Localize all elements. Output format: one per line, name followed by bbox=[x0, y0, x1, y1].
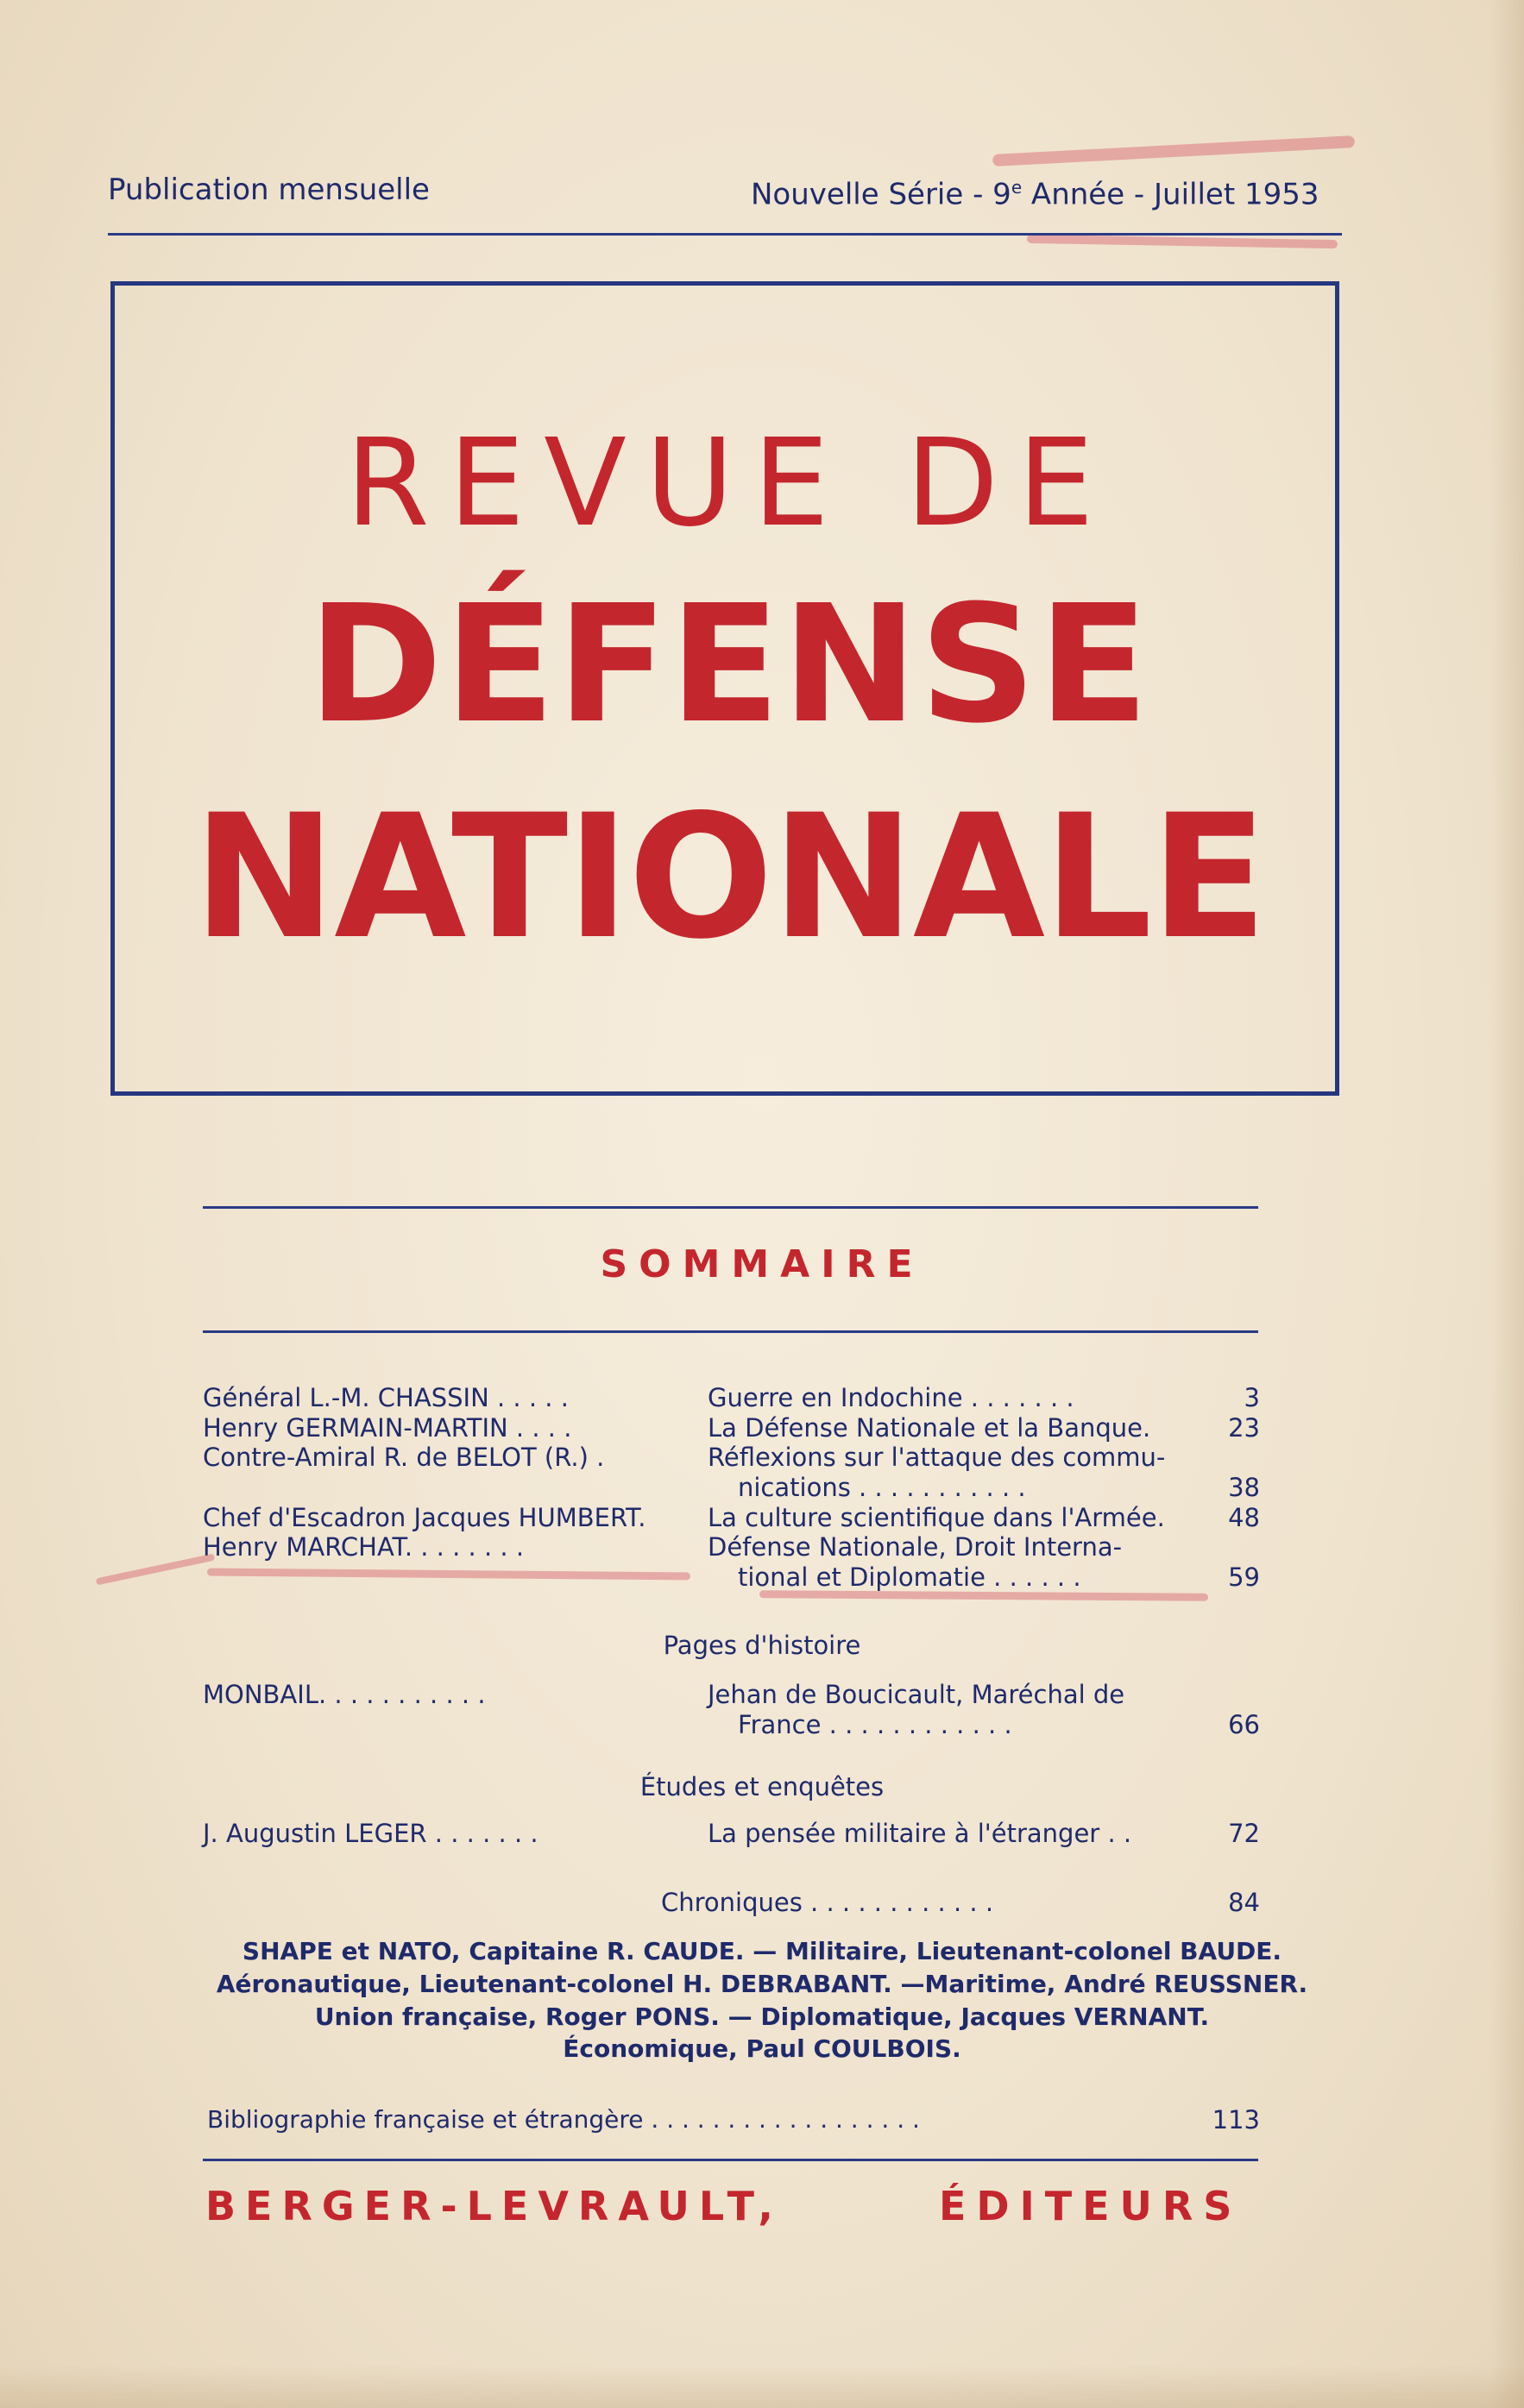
toc-page: 66 bbox=[1228, 1710, 1260, 1739]
publication-frequency: Publication mensuelle bbox=[108, 173, 430, 207]
toc-article: nications . . . . . . . . . . . bbox=[738, 1473, 1026, 1502]
chroniques-line: SHAPE et NATO, Capitaine R. CAUDE. — Militaire, Lieutenant-colonel BAUDE. bbox=[242, 1937, 1282, 1965]
toc-page: 3 bbox=[1244, 1383, 1260, 1412]
toc-article: La pensée militaire à l'étranger . . bbox=[708, 1819, 1132, 1848]
toc-author: J. Augustin LEGER . . . . . . . bbox=[203, 1819, 538, 1848]
toc-author: Général L.-M. CHASSIN . . . . . bbox=[203, 1383, 569, 1412]
toc-author: Contre-Amiral R. de BELOT (R.) . bbox=[203, 1443, 605, 1472]
header-rule bbox=[108, 233, 1342, 236]
toc-page: 113 bbox=[1212, 2105, 1260, 2135]
toc-article: France . . . . . . . . . . . . bbox=[738, 1710, 1012, 1739]
toc-article: La Défense Nationale et la Banque. bbox=[708, 1413, 1151, 1443]
toc-article: Défense Nationale, Droit Interna- bbox=[708, 1532, 1123, 1562]
toc-page: 38 bbox=[1228, 1473, 1260, 1502]
toc-author: MONBAIL. . . . . . . . . . . bbox=[203, 1680, 486, 1709]
title-frame bbox=[110, 281, 1339, 1096]
toc-author: Chef d'Escadron Jacques HUMBERT. bbox=[203, 1503, 646, 1532]
toc-page: 23 bbox=[1228, 1413, 1260, 1443]
toc-article: La culture scientifique dans l'Armée. bbox=[708, 1503, 1165, 1532]
toc-page: 48 bbox=[1228, 1503, 1260, 1532]
paper-edge-shadow bbox=[0, 2365, 1524, 2408]
chroniques-line: Union française, Roger PONS. — Diplomatique, Jacques VERNANT. bbox=[314, 2002, 1210, 2031]
toc-article: tional et Diplomatie . . . . . . bbox=[738, 1562, 1081, 1592]
publisher-name: BERGER-LEVRAULT, bbox=[205, 2183, 783, 2229]
section-heading-etudes: Études et enquêtes bbox=[639, 1772, 885, 1801]
title-line-1: REVUE DE bbox=[345, 413, 1113, 554]
pencil-mark bbox=[1027, 235, 1338, 248]
bibliographie-label: Bibliographie française et étrangère . . . . . . . . . . . . . . . . . . bbox=[207, 2105, 920, 2134]
issue-series: Nouvelle Série - 9 bbox=[751, 177, 1011, 212]
toc-author: Henry GERMAIN-MARTIN . . . . bbox=[203, 1413, 572, 1443]
toc-page: 84 bbox=[1228, 1888, 1260, 1917]
sommaire-heading: SOMMAIRE bbox=[600, 1242, 924, 1286]
chroniques-line: Économique, Paul COULBOIS. bbox=[563, 2034, 961, 2063]
issue-info bbox=[751, 177, 1319, 211]
toc-article: Jehan de Boucicault, Maréchal de bbox=[708, 1680, 1125, 1709]
toc-article: Réflexions sur l'attaque des commu- bbox=[708, 1443, 1166, 1472]
pencil-mark bbox=[992, 135, 1355, 167]
pencil-mark bbox=[207, 1569, 690, 1581]
pencil-mark bbox=[759, 1590, 1208, 1601]
title-line-2: DÉFENSE bbox=[307, 570, 1151, 759]
chroniques-label: Chroniques . . . . . . . . . . . . bbox=[661, 1888, 994, 1917]
chroniques-line: Aéronautique, Lieutenant-colonel H. DEBRABANT. —Maritime, André REUSSNER. bbox=[216, 1970, 1308, 1998]
publisher-role: ÉDITEURS bbox=[939, 2183, 1243, 2229]
footer-rule bbox=[203, 2159, 1258, 2161]
toc-page: 72 bbox=[1228, 1819, 1260, 1848]
toc-author: Henry MARCHAT. . . . . . . . bbox=[203, 1532, 525, 1562]
toc-page: 59 bbox=[1228, 1562, 1260, 1592]
section-heading-histoire: Pages d'histoire bbox=[663, 1631, 861, 1660]
title-line-3: NATIONALE bbox=[192, 777, 1266, 977]
toc-article: Guerre en Indochine . . . . . . . bbox=[708, 1383, 1074, 1412]
pencil-mark bbox=[96, 1554, 216, 1586]
issue-ordinal: e bbox=[1011, 177, 1023, 198]
issue-date: Année - Juillet 1953 bbox=[1022, 177, 1319, 212]
sommaire-rule-bottom bbox=[203, 1330, 1258, 1333]
sommaire-rule-top bbox=[203, 1206, 1258, 1209]
